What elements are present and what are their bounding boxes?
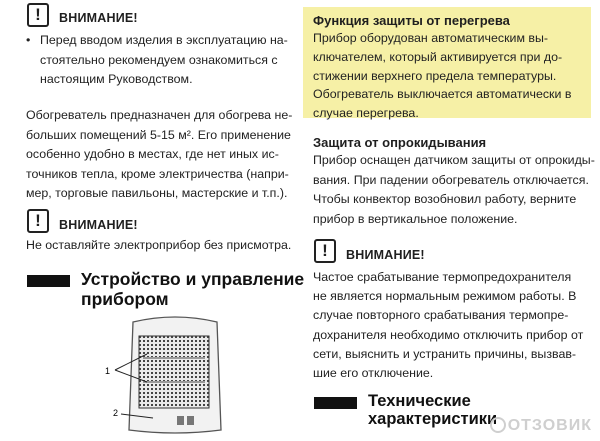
watermark [490,417,592,435]
warning-label: ВНИМАНИЕ! [59,218,138,232]
text-line: Прибор оснащен датчиком защиты от опрокиды- [313,153,595,167]
text-line: настоящим Руководством. [40,72,193,87]
warning-label: ВНИМАНИЕ! [59,11,138,25]
text-line: Обогреватель предназначен для обогрева не- [26,108,293,122]
title-line: Технические [368,392,471,410]
warning-paragraph [313,268,593,383]
section-title [368,392,497,428]
text-line: случае повторного срабатывания термопре- [313,308,569,323]
overheat-paragraph [313,29,588,123]
text-line: стижении верхнего предела температуры. [313,68,557,83]
text-line: мер, торговые павильоны, мастерские и т.п.). [26,186,288,201]
text-line: вания. При падении обогреватель отключается. [313,172,589,187]
title-line: Устройство и управление [81,269,305,289]
section-title [81,269,304,309]
control-knob [177,416,184,425]
text-line: случае перегрева. [313,106,419,121]
text-line: стоятельно рекомендуем ознакомиться с [40,52,278,67]
tip-over-paragraph [313,151,598,229]
heater-grille [139,336,209,408]
section-bar [27,275,70,287]
title-line: прибором [81,289,169,309]
title-line: характеристики [368,410,498,428]
text-line: не является нормальным режимом работы. В [313,289,577,304]
watermark-text: ОТЗОВИК [507,417,592,434]
tip-over-title: Защита от опрокидывания [313,135,487,150]
warning-exclamation-icon: ! [314,239,336,263]
warning-exclamation-icon: ! [27,3,49,27]
text-line: шие его отключение. [313,366,434,381]
intro-paragraph [26,106,298,204]
text-line: Чтобы конвектор возобновил работу, верните [313,192,577,207]
watermark-logo-icon [490,417,506,433]
text-line: дохранителя необходимо отключить прибор от [313,327,584,342]
text-line: сети, выяснить и устранить причины, вызвав- [313,346,577,361]
callout-number: 2 [113,408,119,418]
control-knob [187,416,194,425]
text-line: прибор в вертикальное положение. [313,211,518,226]
text-line: больших помещений 5-15 м². Его применение [26,127,291,142]
text-line: Обогреватель выключается автоматически в [313,87,572,102]
heater-illustration [95,312,235,441]
text-line: точников тепла, кроме электричества (напри- [26,166,289,181]
warning-label: ВНИМАНИЕ! [346,248,425,262]
text-line: особенно удобно в местах, где нет иных ис- [26,147,279,162]
text-line: Частое срабатывание термопредохранителя [313,270,572,284]
warning-text [40,31,300,90]
section-bar [314,397,357,409]
warning-text: Не оставляйте электроприбор без присмотра. [26,238,292,252]
warning-bullet: • [26,33,31,47]
text-line: ключателем, который активируется при до- [313,49,563,64]
overheat-title: Функция защиты от перегрева [313,13,510,28]
warning-exclamation-icon: ! [27,209,49,233]
text-line: Прибор оборудован автоматическим вы- [313,31,549,45]
text-line: Перед вводом изделия в эксплуатацию на- [40,33,288,47]
callout-number: 1 [105,366,111,376]
